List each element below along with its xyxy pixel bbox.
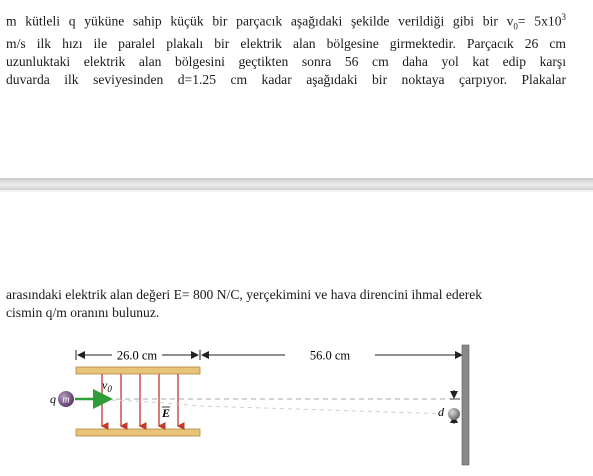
text-line-5: arasındaki elektrik alan değeri E= 800 N/C, yerçekimini ve hava direncini ihmal ederek — [6, 287, 483, 302]
text-line-3: uzunluktaki elektrik alan bölgesini geçtikten sonra 56 cm daha yol kat edip karşı — [6, 54, 566, 70]
trajectory-path — [80, 399, 452, 414]
text-line-2: m/s ilk hızı ile paralel plakalı bir elektrik alan bölgesine girmektedir. Parçacık 26 cm — [6, 36, 566, 52]
top-plate — [76, 367, 200, 374]
deflection-indicator — [438, 390, 460, 424]
field-label: E — [162, 406, 171, 420]
problem-text-part1 — [6, 8, 566, 89]
problem-text-part2 — [6, 286, 566, 322]
impact-particle — [448, 408, 460, 420]
page-break — [0, 178, 593, 190]
mass-label: m — [62, 394, 70, 406]
wall — [462, 345, 469, 465]
page-break-edge — [0, 190, 593, 192]
deflection-label: d — [438, 405, 444, 419]
gap-length-label: 56.0 cm — [309, 348, 351, 363]
plate-length-label: 26.0 cm — [116, 348, 158, 363]
deflection-figure — [40, 340, 480, 468]
bottom-plate — [76, 429, 200, 436]
velocity-label: $v_0$ — [102, 378, 112, 394]
text-line-6: cismin q/m oranını bulunuz. — [6, 305, 160, 320]
text-line-1: m kütleli q yüküne sahip küçük bir parçacık aşağıdaki şekilde verildiği gibi bir $v_0= 5x10^3$ — [6, 12, 566, 32]
plate-length-dimension — [76, 349, 198, 363]
text-line-4: duvarda ilk seviyesinden d=1.25 cm kadar aşağıdaki bir noktaya çarpıyor. Plakalar — [6, 72, 566, 88]
gap-length-dimension — [200, 349, 462, 363]
charge-label: q — [50, 392, 56, 406]
